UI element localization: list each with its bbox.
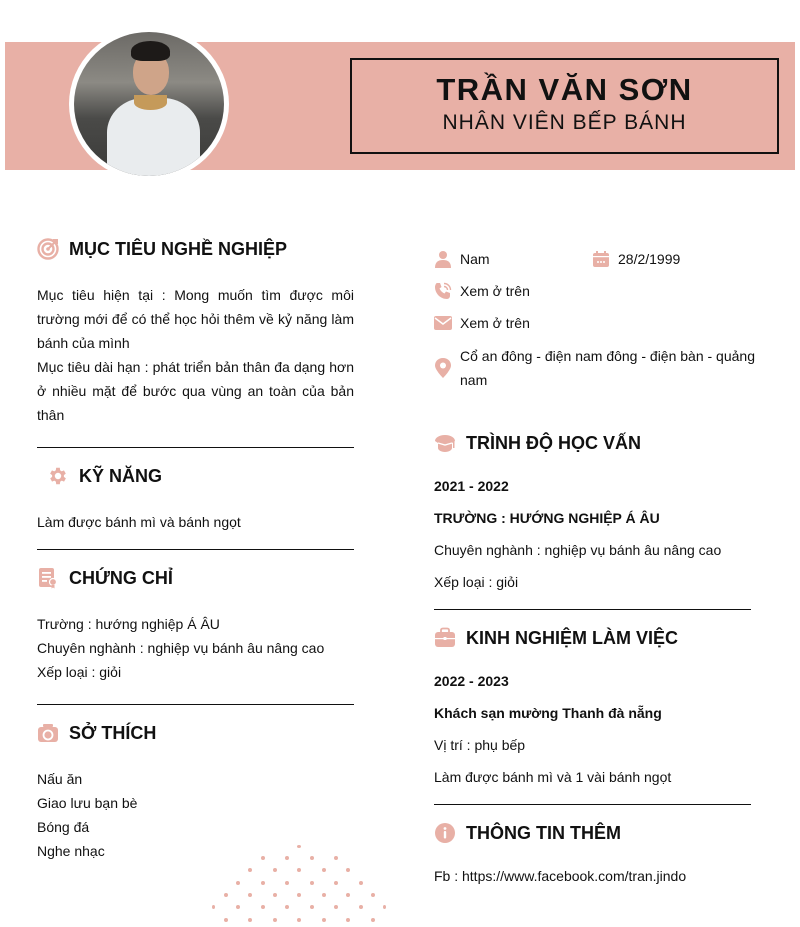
profile-photo [74,32,224,176]
hobby-item: Nghe nhạc [37,843,105,859]
divider [434,804,751,805]
objective-current: Mục tiêu hiện tại : Mong muốn tìm được môi trường mới để có thể học hỏi thêm về kỷ năng làm bánh của mình [37,287,354,351]
divider [434,609,751,610]
divider [37,704,354,705]
candidate-name: TRẦN VĂN SƠN [436,72,693,107]
experience-description: Làm được bánh mì và 1 vài bánh ngọt [434,769,672,785]
section-extra-title: THÔNG TIN THÊM [434,822,621,844]
section-objective-title: MỤC TIÊU NGHỀ NGHIỆP [37,238,287,260]
camera-icon [37,722,59,744]
phone-icon [434,282,452,300]
skill-item: Làm được bánh mì và bánh ngọt [37,514,241,530]
experience-company: Khách sạn mường Thanh đà nẵng [434,705,662,721]
section-certificates-title: CHỨNG CHỈ [37,567,173,589]
hobby-item: Giao lưu bạn bè [37,795,138,811]
candidate-role: NHÂN VIÊN BẾP BÁNH [442,111,687,134]
facebook-link[interactable]: Fb : https://www.facebook.com/tran.jindo [434,868,687,884]
user-icon [434,250,452,268]
certificate-grade: Xếp loại : giỏi [37,664,122,680]
section-hobbies-title: SỞ THÍCH [37,722,156,744]
section-education-title: TRÌNH ĐỘ HỌC VẤN [434,432,641,454]
gender-row: Nam [434,250,490,268]
email-row: Xem ở trên [434,314,530,332]
briefcase-icon [434,627,456,649]
birthday-row: 28/2/1999 [592,250,680,268]
certificate-major: Chuyên nghành : nghiệp vụ bánh âu nâng cao [37,640,325,656]
objective-long-term: Mục tiêu dài hạn : phát triển bản thân đa dạng hơn ở nhiều mặt để bước qua vùng an toàn của bản thân [37,359,354,423]
education-school: TRƯỜNG : HƯỚNG NGHIỆP Á ÂU [434,510,660,526]
certificate-icon [37,567,59,589]
hobby-item: Nấu ăn [37,771,83,787]
info-icon [434,822,456,844]
experience-position: Vị trí : phụ bếp [434,737,526,753]
experience-period: 2022 - 2023 [434,673,509,689]
envelope-icon [434,314,452,332]
calendar-icon [592,250,610,268]
decorative-dot-pattern [205,840,395,927]
map-pin-icon [434,359,452,377]
target-icon [37,238,59,260]
name-title-box [350,58,779,154]
certificate-school: Trường : hướng nghiệp Á ÂU [37,616,220,632]
address-row: Cổ an đông - điện nam đông - điện bàn - quảng nam [434,344,755,392]
section-skills-title: KỸ NĂNG [47,465,162,487]
divider [37,549,354,550]
education-grade: Xếp loại : giỏi [434,574,519,590]
gear-icon [47,465,69,487]
avatar [69,27,229,181]
divider [37,447,354,448]
hobby-item: Bóng đá [37,819,90,835]
education-major: Chuyên nghành : nghiệp vụ bánh âu nâng cao [434,542,722,558]
phone-row: Xem ở trên [434,282,530,300]
education-period: 2021 - 2022 [434,478,509,494]
section-experience-title: KINH NGHIỆM LÀM VIỆC [434,627,678,649]
graduation-cap-icon [434,432,456,454]
